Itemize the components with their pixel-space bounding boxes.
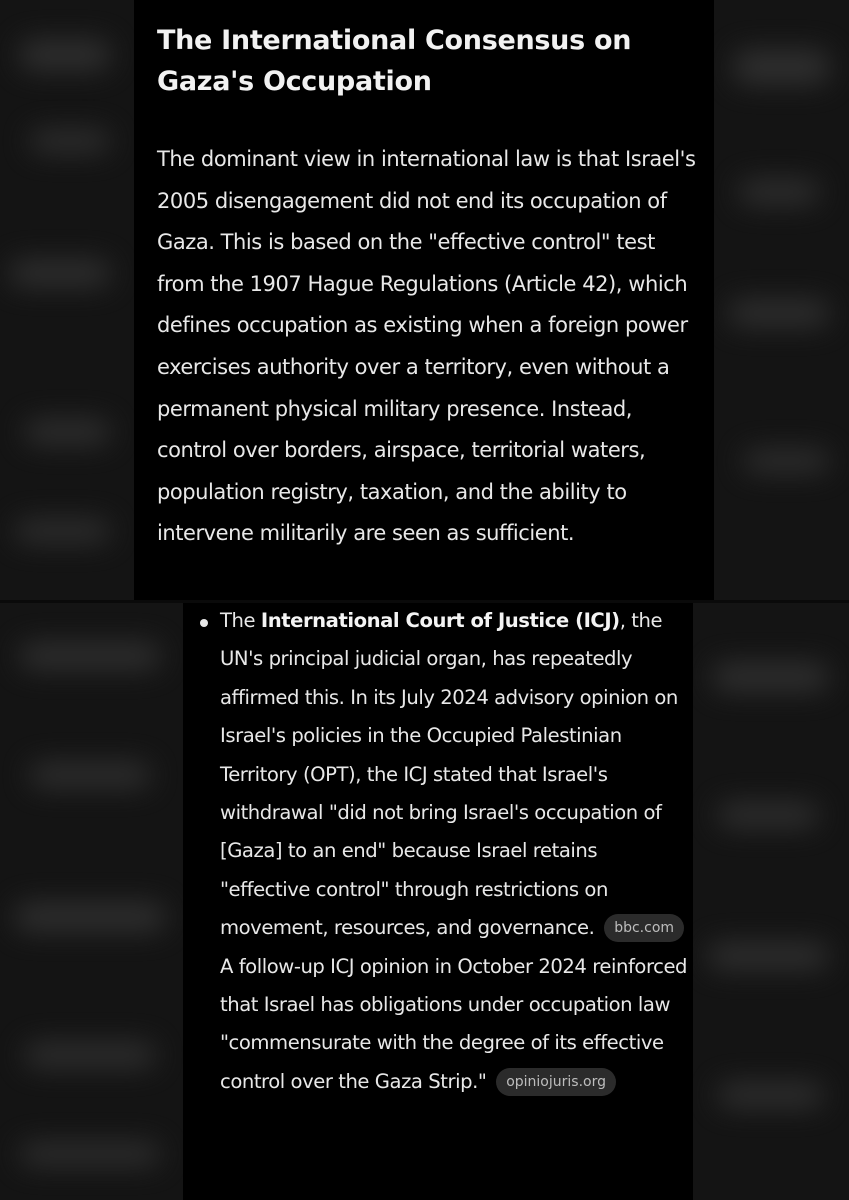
bullet-item-icj <box>220 602 690 1101</box>
intro-paragraph: The dominant view in international law is that Israel's 2005 disengagement did not end its occupation of Gaza. This is based on the "effective control" test from the 1907 Hague Regulations (Article 42), which defines occupation as existing when a foreign power exercises authority over a territory, even without a permanent physical military presence. Instead, control over borders, airspace, territorial waters, population registry, taxation, and the ability to intervene militarily are seen as sufficient. <box>157 147 696 546</box>
bullet-marker <box>200 619 208 627</box>
blurred-backdrop-left-top <box>0 0 134 600</box>
bullet-text-part2: A follow-up ICJ opinion in October 2024 reinforced that Israel has obligations under occupation law "commensurate with the degree of its effective control over the Gaza Strip." <box>220 954 688 1093</box>
section-heading: The International Consensus on Gaza's Occupation <box>157 25 632 97</box>
bullet-text-part1: , the UN's principal judicial organ, has repeatedly affirmed this. In its July 2024 advisory opinion on Israel's policies in the Occupied Palestinian Territory (OPT), the ICJ stated that Israel's withdrawal "did not bring Israel's occupation of [Gaza] to an end" because Israel retains "effective control" through restrictions on movement, resources, and governance. <box>220 609 678 940</box>
bullet-prefix: The <box>220 609 261 632</box>
citation-chip-opiniojuris[interactable]: opiniojuris.org <box>496 1068 616 1096</box>
blurred-backdrop-left-bottom <box>0 603 183 1200</box>
icj-bold-term: International Court of Justice (ICJ) <box>260 609 620 632</box>
blurred-backdrop-right-bottom <box>693 603 849 1200</box>
citation-chip-bbc[interactable]: bbc.com <box>604 914 684 942</box>
blurred-backdrop-right-top <box>714 0 849 600</box>
